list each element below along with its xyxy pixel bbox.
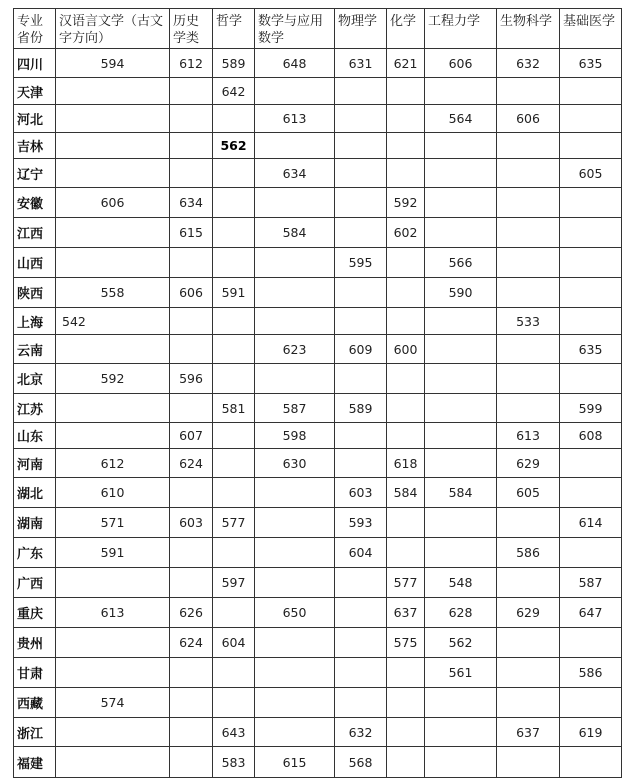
score-cell [335, 78, 387, 105]
score-cell [56, 568, 170, 598]
province-cell: 上海 [14, 308, 56, 335]
score-cell [425, 78, 497, 105]
score-cell: 621 [387, 49, 425, 78]
score-cell [213, 188, 255, 218]
score-cell [213, 248, 255, 278]
score-cell [560, 364, 622, 394]
table-row [14, 718, 622, 747]
table-row [14, 658, 622, 688]
score-cell: 606 [497, 105, 560, 133]
score-cell: 561 [425, 658, 497, 688]
score-cell [335, 628, 387, 658]
score-cell: 619 [560, 718, 622, 747]
score-cell [387, 688, 425, 718]
score-cell: 643 [213, 718, 255, 747]
header-cell: 基础医学 [560, 9, 622, 49]
table-row [14, 78, 622, 105]
score-cell [56, 218, 170, 248]
score-cell [335, 423, 387, 449]
score-cell [213, 105, 255, 133]
table-row [14, 248, 622, 278]
province-cell: 云南 [14, 335, 56, 364]
score-cell [425, 218, 497, 248]
score-cell [213, 658, 255, 688]
score-cell [170, 133, 213, 159]
score-cell: 632 [497, 49, 560, 78]
province-cell: 广西 [14, 568, 56, 598]
score-cell: 593 [335, 508, 387, 538]
score-cell: 542 [56, 308, 170, 335]
score-cell [387, 133, 425, 159]
score-cell [560, 278, 622, 308]
table-row [14, 105, 622, 133]
score-cell: 612 [56, 449, 170, 478]
score-cell [335, 364, 387, 394]
header-cell: 工程力学 [425, 9, 497, 49]
score-cell [255, 78, 335, 105]
score-cell [213, 449, 255, 478]
province-cell: 浙江 [14, 718, 56, 747]
score-cell: 637 [387, 598, 425, 628]
score-cell [170, 105, 213, 133]
score-cell [335, 278, 387, 308]
score-cell [56, 423, 170, 449]
score-cell: 602 [387, 218, 425, 248]
score-cell [56, 133, 170, 159]
score-cell [213, 688, 255, 718]
score-cell [497, 688, 560, 718]
province-cell: 山西 [14, 248, 56, 278]
score-cell: 568 [335, 747, 387, 778]
score-cell [255, 278, 335, 308]
score-cell [560, 688, 622, 718]
score-cell [170, 478, 213, 508]
score-cell [387, 538, 425, 568]
score-cell [170, 688, 213, 718]
table-row [14, 538, 622, 568]
score-cell: 631 [335, 49, 387, 78]
score-cell: 635 [560, 335, 622, 364]
province-cell: 甘肃 [14, 658, 56, 688]
score-cell [170, 78, 213, 105]
score-cell: 650 [255, 598, 335, 628]
score-cell: 634 [255, 159, 335, 188]
score-cell [213, 308, 255, 335]
province-cell: 贵州 [14, 628, 56, 658]
province-cell: 江苏 [14, 394, 56, 423]
province-cell: 广东 [14, 538, 56, 568]
score-cell: 606 [56, 188, 170, 218]
score-cell [255, 364, 335, 394]
score-cell: 615 [170, 218, 213, 248]
table-body [14, 49, 622, 778]
score-cell: 612 [170, 49, 213, 78]
score-cell [255, 133, 335, 159]
score-cell [170, 658, 213, 688]
score-cell: 589 [213, 49, 255, 78]
score-cell [255, 248, 335, 278]
score-cell [387, 747, 425, 778]
score-cell [335, 133, 387, 159]
score-cell: 647 [560, 598, 622, 628]
header-cell: 历史学类 [170, 9, 213, 49]
score-cell [497, 133, 560, 159]
score-cell [560, 105, 622, 133]
score-cell [255, 188, 335, 218]
score-cell: 613 [56, 598, 170, 628]
score-cell: 592 [387, 188, 425, 218]
score-cell [170, 159, 213, 188]
score-cell: 609 [335, 335, 387, 364]
score-cell: 599 [560, 394, 622, 423]
score-cell [213, 538, 255, 568]
score-cell [255, 628, 335, 658]
table-row [14, 278, 622, 308]
province-cell: 吉林 [14, 133, 56, 159]
score-cell: 613 [497, 423, 560, 449]
score-cell: 577 [387, 568, 425, 598]
score-cell: 577 [213, 508, 255, 538]
score-cell: 624 [170, 628, 213, 658]
score-cell: 630 [255, 449, 335, 478]
table-row [14, 335, 622, 364]
score-cell [560, 188, 622, 218]
score-cell [497, 248, 560, 278]
score-cell [255, 508, 335, 538]
province-cell: 四川 [14, 49, 56, 78]
province-cell: 河南 [14, 449, 56, 478]
score-cell: 562 [213, 133, 255, 159]
score-cell [213, 423, 255, 449]
score-cell [425, 188, 497, 218]
score-cell: 590 [425, 278, 497, 308]
table-row [14, 308, 622, 335]
score-cell [56, 335, 170, 364]
score-cell [425, 335, 497, 364]
score-cell [335, 188, 387, 218]
header-cell: 化学 [387, 9, 425, 49]
header-cell: 汉语言文学（古文字方向） [56, 9, 170, 49]
score-cell: 591 [213, 278, 255, 308]
table-row [14, 478, 622, 508]
score-cell [560, 218, 622, 248]
score-cell [497, 78, 560, 105]
score-cell [497, 159, 560, 188]
score-cell [497, 278, 560, 308]
score-cell: 592 [56, 364, 170, 394]
score-cell [425, 159, 497, 188]
table-row [14, 423, 622, 449]
score-cell: 604 [335, 538, 387, 568]
score-cell: 614 [560, 508, 622, 538]
score-cell: 584 [425, 478, 497, 508]
score-cell: 613 [255, 105, 335, 133]
province-cell: 重庆 [14, 598, 56, 628]
table-row [14, 394, 622, 423]
score-cell: 584 [387, 478, 425, 508]
score-cell [255, 478, 335, 508]
header-cell: 数学与应用数学 [255, 9, 335, 49]
score-cell [213, 218, 255, 248]
score-cell: 648 [255, 49, 335, 78]
score-cell [560, 78, 622, 105]
score-cell [170, 248, 213, 278]
score-cell [387, 508, 425, 538]
score-cell [497, 218, 560, 248]
header-cell: 哲学 [213, 9, 255, 49]
score-cell [335, 105, 387, 133]
score-cell [560, 628, 622, 658]
score-cell [560, 478, 622, 508]
score-cell [335, 218, 387, 248]
score-cell [56, 394, 170, 423]
score-cell [56, 248, 170, 278]
score-cell [425, 718, 497, 747]
score-cell: 586 [497, 538, 560, 568]
province-cell: 江西 [14, 218, 56, 248]
score-cell [497, 628, 560, 658]
province-cell: 福建 [14, 747, 56, 778]
score-cell [497, 508, 560, 538]
score-cell [213, 478, 255, 508]
score-cell: 571 [56, 508, 170, 538]
score-cell [335, 598, 387, 628]
header-row [14, 9, 622, 49]
score-cell [387, 394, 425, 423]
score-cell [425, 538, 497, 568]
header-cell: 物理学 [335, 9, 387, 49]
score-cell [560, 538, 622, 568]
score-cell: 629 [497, 598, 560, 628]
province-cell: 河北 [14, 105, 56, 133]
score-cell: 591 [56, 538, 170, 568]
score-cell: 589 [335, 394, 387, 423]
score-cell [425, 394, 497, 423]
province-cell: 天津 [14, 78, 56, 105]
score-cell: 610 [56, 478, 170, 508]
score-cell: 634 [170, 188, 213, 218]
table-row [14, 598, 622, 628]
score-cell [425, 133, 497, 159]
score-cell: 600 [387, 335, 425, 364]
table-row [14, 188, 622, 218]
score-cell [425, 747, 497, 778]
score-cell [335, 658, 387, 688]
province-cell: 西藏 [14, 688, 56, 718]
score-cell: 533 [497, 308, 560, 335]
score-cell [497, 335, 560, 364]
score-cell: 606 [425, 49, 497, 78]
table-row [14, 364, 622, 394]
table-row [14, 628, 622, 658]
score-cell: 594 [56, 49, 170, 78]
score-cell: 618 [387, 449, 425, 478]
score-cell: 586 [560, 658, 622, 688]
score-cell [213, 159, 255, 188]
score-cell [255, 308, 335, 335]
score-table [13, 8, 622, 778]
score-cell [255, 688, 335, 718]
header-cell: 生物科学 [497, 9, 560, 49]
score-cell: 626 [170, 598, 213, 628]
table-row [14, 159, 622, 188]
score-cell [170, 308, 213, 335]
score-cell: 608 [560, 423, 622, 449]
score-cell [425, 308, 497, 335]
score-cell [335, 688, 387, 718]
table-row [14, 747, 622, 778]
province-cell: 湖南 [14, 508, 56, 538]
score-cell: 574 [56, 688, 170, 718]
score-cell [335, 568, 387, 598]
score-cell [255, 538, 335, 568]
score-cell [387, 308, 425, 335]
score-cell [387, 278, 425, 308]
score-cell [170, 718, 213, 747]
score-cell: 603 [335, 478, 387, 508]
score-cell [255, 718, 335, 747]
score-cell [387, 159, 425, 188]
score-cell: 595 [335, 248, 387, 278]
score-cell [170, 747, 213, 778]
table-row [14, 218, 622, 248]
table-row [14, 508, 622, 538]
score-cell [497, 747, 560, 778]
score-cell [213, 335, 255, 364]
score-cell [497, 364, 560, 394]
score-cell [170, 335, 213, 364]
score-cell [56, 747, 170, 778]
score-cell: 628 [425, 598, 497, 628]
score-cell [56, 628, 170, 658]
score-cell [425, 688, 497, 718]
score-cell: 615 [255, 747, 335, 778]
score-cell [56, 159, 170, 188]
score-cell: 575 [387, 628, 425, 658]
score-cell: 606 [170, 278, 213, 308]
province-cell: 湖北 [14, 478, 56, 508]
score-cell [255, 658, 335, 688]
score-cell [497, 658, 560, 688]
score-cell: 587 [560, 568, 622, 598]
score-cell [387, 658, 425, 688]
score-cell: 605 [560, 159, 622, 188]
score-cell [170, 394, 213, 423]
score-cell: 558 [56, 278, 170, 308]
table-row [14, 449, 622, 478]
table-row [14, 49, 622, 78]
score-cell [425, 508, 497, 538]
score-cell: 598 [255, 423, 335, 449]
score-cell [213, 598, 255, 628]
score-cell [387, 364, 425, 394]
score-cell: 607 [170, 423, 213, 449]
score-cell [497, 568, 560, 598]
score-cell: 581 [213, 394, 255, 423]
province-cell: 辽宁 [14, 159, 56, 188]
score-cell [560, 133, 622, 159]
score-cell [560, 248, 622, 278]
score-cell [560, 747, 622, 778]
header-cell: 专业省份 [14, 9, 56, 49]
score-cell [425, 423, 497, 449]
table-row [14, 568, 622, 598]
score-cell: 584 [255, 218, 335, 248]
score-cell: 566 [425, 248, 497, 278]
score-cell: 597 [213, 568, 255, 598]
score-cell: 603 [170, 508, 213, 538]
score-cell [56, 78, 170, 105]
score-cell: 596 [170, 364, 213, 394]
province-cell: 北京 [14, 364, 56, 394]
score-cell [560, 449, 622, 478]
score-cell: 562 [425, 628, 497, 658]
score-cell [213, 364, 255, 394]
score-cell: 632 [335, 718, 387, 747]
table-row [14, 133, 622, 159]
score-cell [387, 78, 425, 105]
score-cell [387, 718, 425, 747]
score-cell: 629 [497, 449, 560, 478]
score-cell [335, 159, 387, 188]
score-cell: 642 [213, 78, 255, 105]
province-cell: 陕西 [14, 278, 56, 308]
score-cell [387, 105, 425, 133]
score-cell [170, 568, 213, 598]
score-cell: 635 [560, 49, 622, 78]
score-cell: 605 [497, 478, 560, 508]
score-cell: 604 [213, 628, 255, 658]
score-cell [497, 188, 560, 218]
score-cell [560, 308, 622, 335]
score-cell [387, 423, 425, 449]
province-cell: 安徽 [14, 188, 56, 218]
score-cell [170, 538, 213, 568]
score-cell [425, 364, 497, 394]
score-cell [56, 658, 170, 688]
score-cell: 583 [213, 747, 255, 778]
score-cell [255, 568, 335, 598]
score-cell [56, 105, 170, 133]
score-cell: 587 [255, 394, 335, 423]
score-cell [335, 449, 387, 478]
score-cell: 548 [425, 568, 497, 598]
score-cell [335, 308, 387, 335]
score-cell [425, 449, 497, 478]
score-cell [387, 248, 425, 278]
score-cell: 624 [170, 449, 213, 478]
score-cell [56, 718, 170, 747]
province-cell: 山东 [14, 423, 56, 449]
score-cell: 637 [497, 718, 560, 747]
table-row [14, 688, 622, 718]
score-cell: 623 [255, 335, 335, 364]
score-cell [497, 394, 560, 423]
score-cell: 564 [425, 105, 497, 133]
